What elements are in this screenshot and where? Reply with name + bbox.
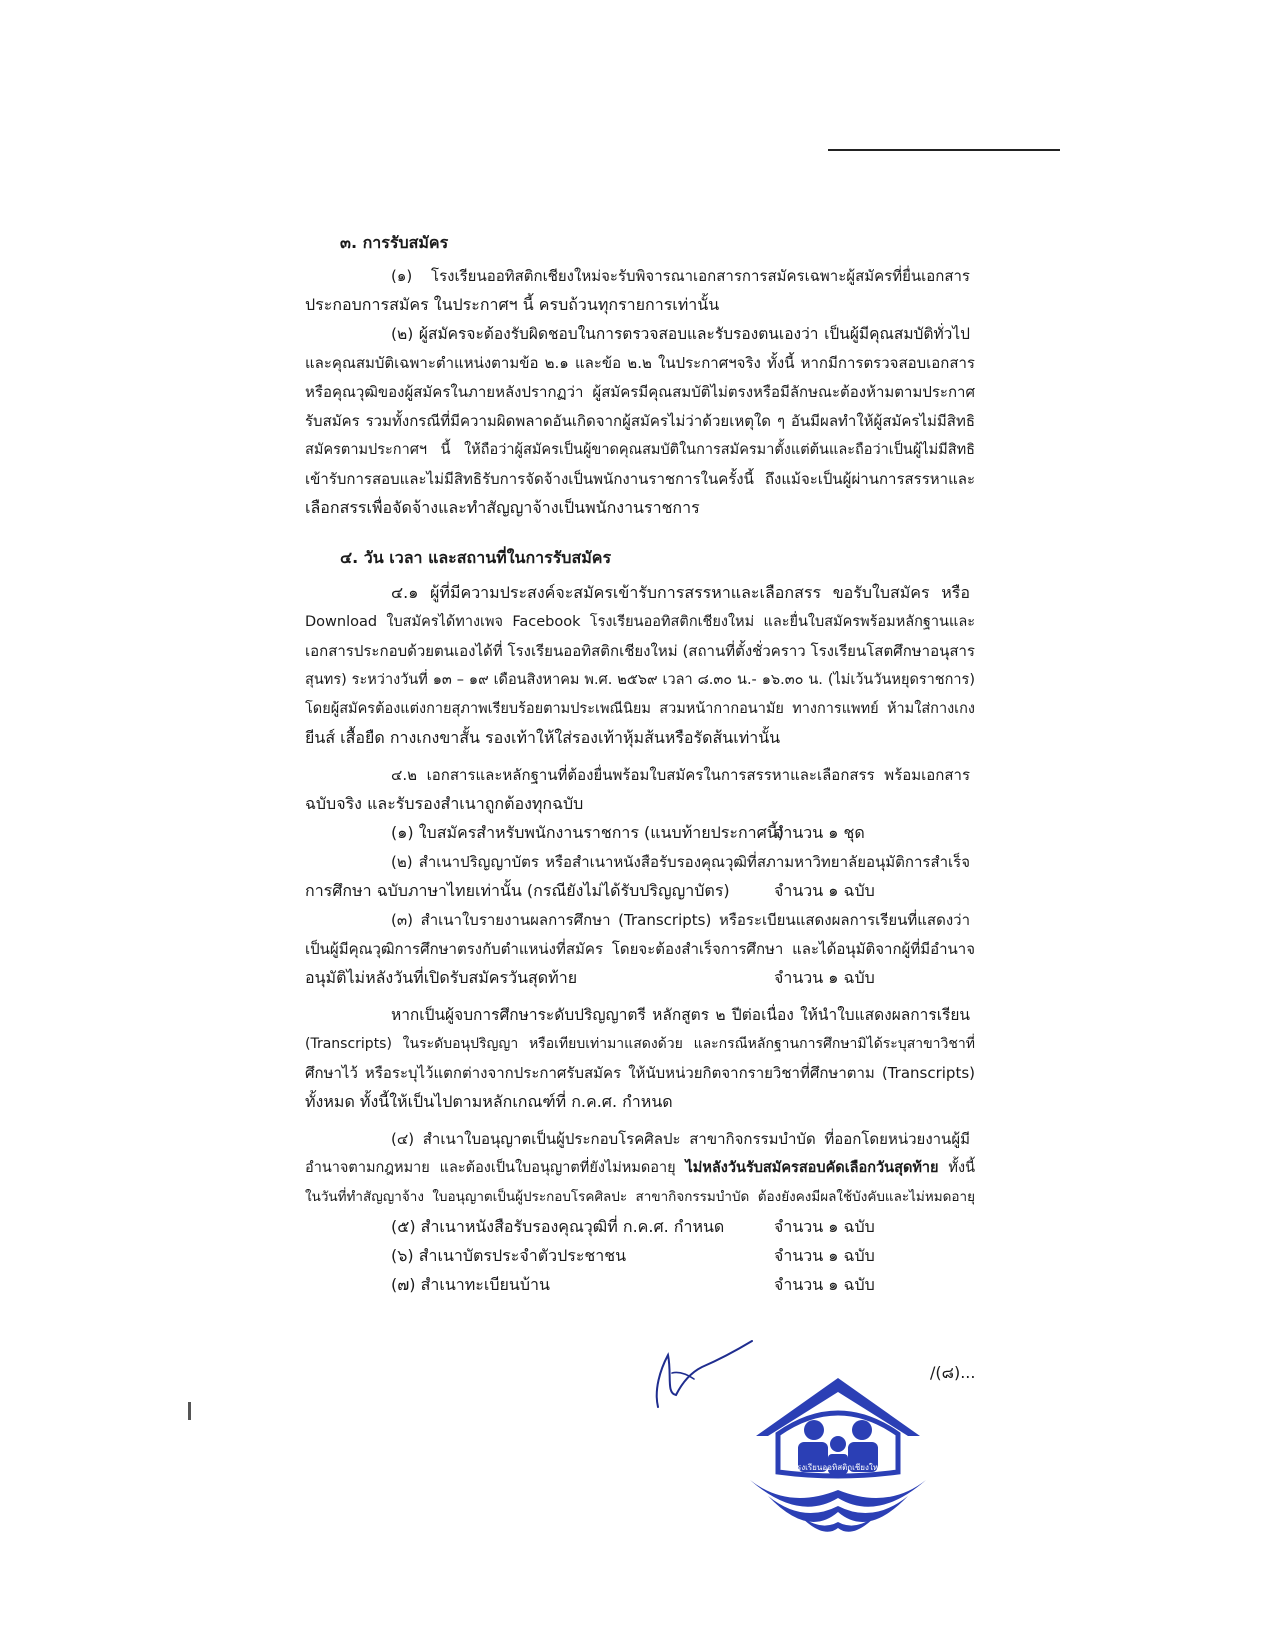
doc-item-4-line-2c: ทั้งนี้ (938, 1160, 975, 1176)
doc-item-3-line-1: (๓) สำเนาใบรายงานผลการศึกษา (Transcripts) หรือระเบียนแสดงผลการเรียนที่แสดงว่า (391, 911, 970, 929)
s4-1-line-3: เอกสารประกอบด้วยตนเองได้ที่ โรงเรียนออทิสติกเชียงใหม่ (สถานที่ตั้งชั่วคราว โรงเรียนโสตศึกษาอนุสาร (305, 642, 975, 660)
s3-p2-line-1: (๒) ผู้สมัครจะต้องรับผิดชอบในการตรวจสอบและรับรองตนเองว่า เป็นผู้มีคุณสมบัติทั่วไป (391, 325, 970, 343)
note-line-3: ศึกษาไว้ หรือระบุไว้แตกต่างจากประกาศรับสมัคร ให้นับหน่วยกิตจากรายวิชาที่ศึกษาตาม (Transcripts) (305, 1064, 975, 1082)
doc-item-7: (๗) สำเนาทะเบียนบ้าน (391, 1275, 550, 1294)
doc-item-5-qty: จำนวน ๑ ฉบับ (774, 1217, 875, 1236)
s3-p2-line-6: เข้ารับการสอบและไม่มีสิทธิรับการจัดจ้างเป็นพนักงานราชการในครั้งนี้ ถึงแม้จะเป็นผู้ผ่านการสรรหาและ (305, 470, 975, 488)
school-seal-logo (738, 1372, 938, 1542)
doc-item-3-line-2: เป็นผู้มีคุณวุฒิการศึกษาตรงกับตำแหน่งที่สมัคร โดยจะต้องสำเร็จการศึกษา และได้อนุมัติจากผู้ที่มีอำนาจ (305, 940, 975, 958)
doc-item-4-deadline-bold: ไม่หลังวันรับสมัครสอบคัดเลือกวันสุดท้าย (685, 1160, 939, 1176)
doc-item-3-line-3: อนุมัติไม่หลังวันที่เปิดรับสมัครวันสุดท้าย (305, 968, 578, 987)
doc-item-4-line-2 (305, 1157, 975, 1179)
doc-item-6: (๖) สำเนาบัตรประจำตัวประชาชน (391, 1246, 627, 1265)
doc-item-2-qty: จำนวน ๑ ฉบับ (774, 881, 875, 900)
doc-item-1-qty: จำนวน ๑ ชุด (774, 823, 865, 842)
doc-item-7-qty: จำนวน ๑ ฉบับ (774, 1275, 875, 1294)
s4-2-line-1: ๔.๒ เอกสารและหลักฐานที่ต้องยื่นพร้อมใบสมัครในการสรรหาและเลือกสรร พร้อมเอกสาร (391, 766, 970, 784)
s4-1-line-2: Download ใบสมัครได้ทางเพจ Facebook โรงเรียนออทิสติกเชียงใหม่ และยื่นใบสมัครพร้อมหลักฐานและ (305, 614, 975, 630)
doc-item-5: (๕) สำเนาหนังสือรับรองคุณวุฒิที่ ก.ค.ศ. กำหนด (391, 1217, 725, 1236)
doc-item-2-line-2: การศึกษา ฉบับภาษาไทยเท่านั้น (กรณียังไม่ได้รับปริญญาบัตร) (305, 881, 730, 900)
section-3-heading: ๓. การรับสมัคร (340, 233, 449, 252)
doc-item-2-line-1: (๒) สำเนาปริญญาบัตร หรือสำเนาหนังสือรับรองคุณวุฒิที่สภามหาวิทยาลัยอนุมัติการสำเร็จ (391, 853, 970, 871)
s3-p2-line-4: รับสมัคร รวมทั้งกรณีที่มีความผิดพลาดอันเกิดจากผู้สมัครไม่ว่าด้วยเหตุใด ๆ อันมีผลทำให้ผู้สมัครไม่มีสิทธิ (305, 412, 975, 430)
continuation-marker: /(๘)... (930, 1363, 976, 1382)
seal-text: โรงเรียนออทิสติกเชียงใหม่ (792, 1463, 884, 1472)
doc-item-4-line-2a: อำนาจตามกฎหมาย และต้องเป็นใบอนุญาตที่ยังไม่หมดอายุ (305, 1160, 686, 1176)
doc-item-4-line-3: ในวันที่ทำสัญญาจ้าง ใบอนุญาตเป็นผู้ประกอบโรคศิลปะ สาขากิจกรรมบำบัด ต้องยังคงมีผลใช้บังคับและไม่หมดอายุ (305, 1189, 975, 1205)
s4-1-line-5: โดยผู้สมัครต้องแต่งกายสุภาพเรียบร้อยตามประเพณีนิยม สวมหน้ากากอนามัย ทางการแพทย์ ห้ามใส่กางเกง (305, 701, 975, 717)
section-4-heading: ๔. วัน เวลา และสถานที่ในการรับสมัคร (340, 548, 612, 567)
s4-1-line-1: ๔.๑ ผู้ที่มีความประสงค์จะสมัครเข้ารับการสรรหาและเลือกสรร ขอรับใบสมัคร หรือ (391, 583, 970, 602)
s3-p2-line-3: หรือคุณวุฒิของผู้สมัครในภายหลังปรากฏว่า ผู้สมัครมีคุณสมบัติไม่ตรงหรือมีลักษณะต้องห้ามตามประกาศ (305, 383, 975, 401)
s4-1-line-4: สุนทร) ระหว่างวันที่ ๑๓ – ๑๙ เดือนสิงหาคม พ.ศ. ๒๕๖๙ เวลา ๘.๓๐ น.- ๑๖.๓๐ น. (ไม่เว้นวันหยุดราชการ) (305, 672, 975, 688)
doc-item-3-qty: จำนวน ๑ ฉบับ (774, 968, 875, 987)
s3-p2-line-7: เลือกสรรเพื่อจัดจ้างและทำสัญญาจ้างเป็นพนักงานราชการ (305, 498, 700, 517)
s3-p1-line-1: (๑) โรงเรียนออทิสติกเชียงใหม่จะรับพิจารณาเอกสารการสมัครเฉพาะผู้สมัครที่ยื่นเอกสาร (391, 267, 970, 285)
doc-item-4-line-1: (๔) สำเนาใบอนุญาตเป็นผู้ประกอบโรคศิลปะ สาขากิจกรรมบำบัด ที่ออกโดยหน่วยงานผู้มี (391, 1130, 970, 1148)
note-line-1: หากเป็นผู้จบการศึกษาระดับปริญญาตรี หลักสูตร ๒ ปีต่อเนื่อง ให้นำใบแสดงผลการเรียน (391, 1006, 970, 1024)
top-rule (828, 149, 1060, 151)
s3-p1-line-2: ประกอบการสมัคร ในประกาศฯ นี้ ครบถ้วนทุกรายการเท่านั้น (305, 295, 720, 314)
doc-item-6-qty: จำนวน ๑ ฉบับ (774, 1246, 875, 1265)
s4-2-line-2: ฉบับจริง และรับรองสำเนาถูกต้องทุกฉบับ (305, 794, 584, 813)
doc-item-1: (๑) ใบสมัครสำหรับพนักงานราชการ (แนบท้ายประกาศนี้) (391, 823, 784, 842)
s3-p2-line-2: และคุณสมบัติเฉพาะตำแหน่งตามข้อ ๒.๑ และข้อ ๒.๒ ในประกาศฯจริง ทั้งนี้ หากมีการตรวจสอบเอกสาร (305, 354, 975, 372)
s4-1-line-6: ยีนส์ เสื้อยืด กางเกงขาสั้น รองเท้าให้ใส่รองเท้าหุ้มส้นหรือรัดส้นเท่านั้น (305, 728, 781, 747)
s3-p2-line-5: สมัครตามประกาศฯ นี้ ให้ถือว่าผู้สมัครเป็นผู้ขาดคุณสมบัติในการสมัครมาตั้งแต่ต้นและถือว่าเป็นผู้ไม่มีสิทธิ (305, 442, 975, 458)
margin-mark (188, 1402, 191, 1420)
note-line-2: (Transcripts) ในระดับอนุปริญญา หรือเทียบเท่ามาแสดงด้วย และกรณีหลักฐานการศึกษามิได้ระบุสาขาวิชาที่ (305, 1036, 975, 1052)
note-line-4: ทั้งหมด ทั้งนี้ให้เป็นไปตามหลักเกณฑ์ที่ ก.ค.ศ. กำหนด (305, 1092, 673, 1111)
